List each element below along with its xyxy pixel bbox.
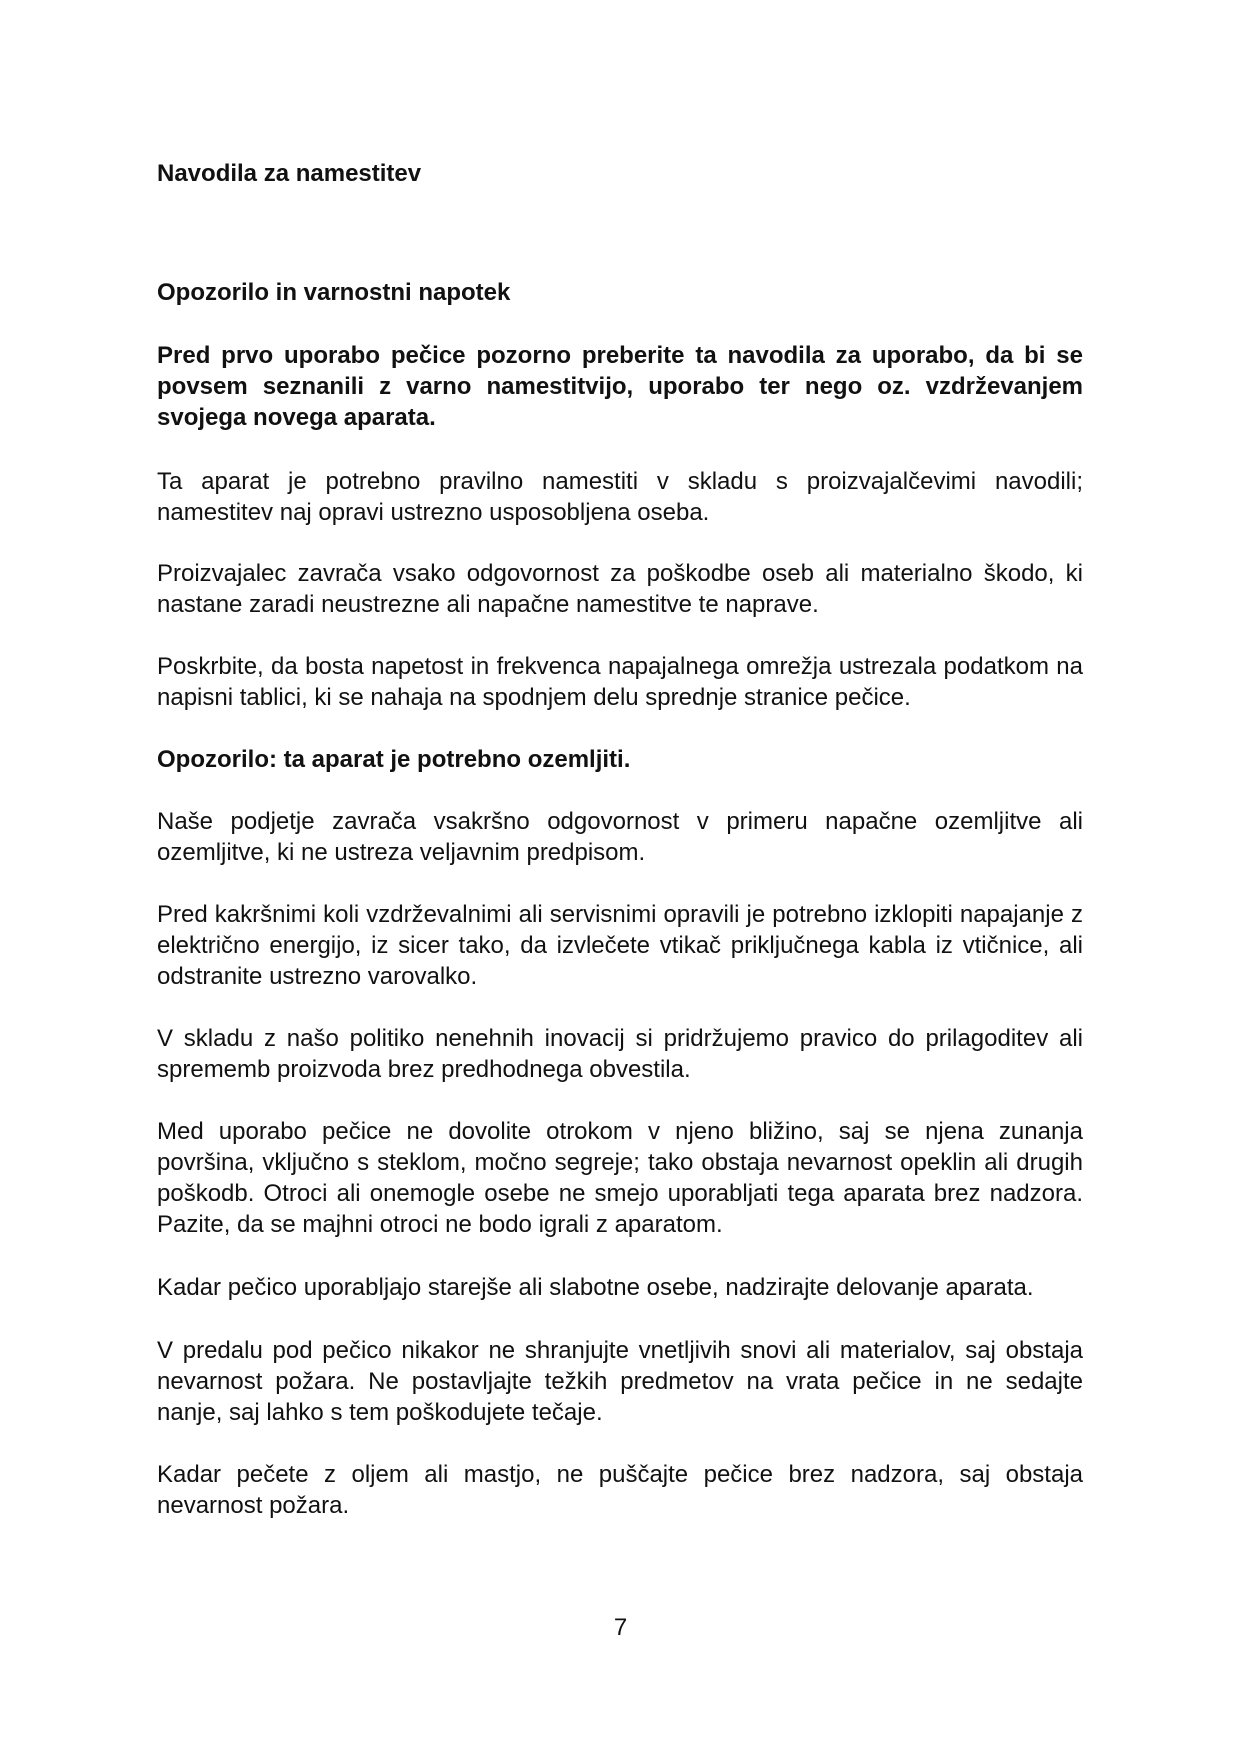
page-number: 7 [613,1614,628,1641]
paragraph-maintenance: Pred kakršnimi koli vzdrževalnimi ali servisnimi opravili je potrebno izklopiti napajanje z električno energijo, iz sicer tako, da izvlečete vtikač priključnega kabla iz vtičnice, ali odstranite ustrezno varovalko. [157,901,1083,990]
paragraph-innovation: V skladu z našo politiko nenehnih inovacij si pridržujemo pravico do prilagoditev ali sprememb proizvoda brez predhodnega obvestila. [157,1025,1083,1083]
document-title: Navodila za namestitev [157,160,422,187]
grounding-warning: Opozorilo: ta aparat je potrebno ozemljiti. [157,746,631,773]
paragraph-drawer: V predalu pod pečico nikakor ne shranjujte vnetljivih snovi ali materialov, saj obstaja nevarnost požara. Ne postavljajte težkih predmetov na vrata pečice in ne sedajte nanje, saj lahko s tem poškodujete tečaje. [157,1337,1083,1426]
paragraph-voltage: Poskrbite, da bosta napetost in frekvenca napajalnega omrežja ustrezala podatkom na napisni tablici, ki se nahaja na spodnjem delu sprednje stranice pečice. [157,653,1083,711]
paragraph-elderly: Kadar pečico uporabljajo starejše ali slabotne osebe, nadzirajte delovanje aparata. [157,1274,1034,1301]
paragraph-grounding: Naše podjetje zavrača vsakršno odgovornost v primeru napačne ozemljitve ali ozemljitve, ki ne ustreza veljavnim predpisom. [157,808,1083,866]
paragraph-installation: Ta aparat je potrebno pravilno namestiti v skladu s proizvajalčevimi navodili; namestitev naj opravi ustrezno usposobljena oseba. [157,468,1083,526]
paragraph-liability: Proizvajalec zavrača vsako odgovornost za poškodbe oseb ali materialno škodo, ki nastane zaradi neustrezne ali napačne namestitve te naprave. [157,560,1083,618]
section-heading: Opozorilo in varnostni napotek [157,279,511,306]
paragraph-children: Med uporabo pečice ne dovolite otrokom v njeno bližino, saj se njena zunanja površina, vključno s steklom, močno segreje; tako obstaja nevarnost opeklin ali drugih poškodb. Otroci ali onemogle osebe ne smejo uporabljati tega aparata brez nadzora. Pazite, da se majhni otroci ne bodo igrali z aparatom. [157,1118,1083,1238]
paragraph-oil: Kadar pečete z oljem ali mastjo, ne puščajte pečice brez nadzora, saj obstaja nevarnost požara. [157,1461,1083,1519]
intro-paragraph: Pred prvo uporabo pečice pozorno preberite ta navodila za uporabo, da bi se povsem seznanili z varno namestitvijo, uporabo ter nego oz. vzdrževanjem svojega novega aparata. [157,342,1083,431]
